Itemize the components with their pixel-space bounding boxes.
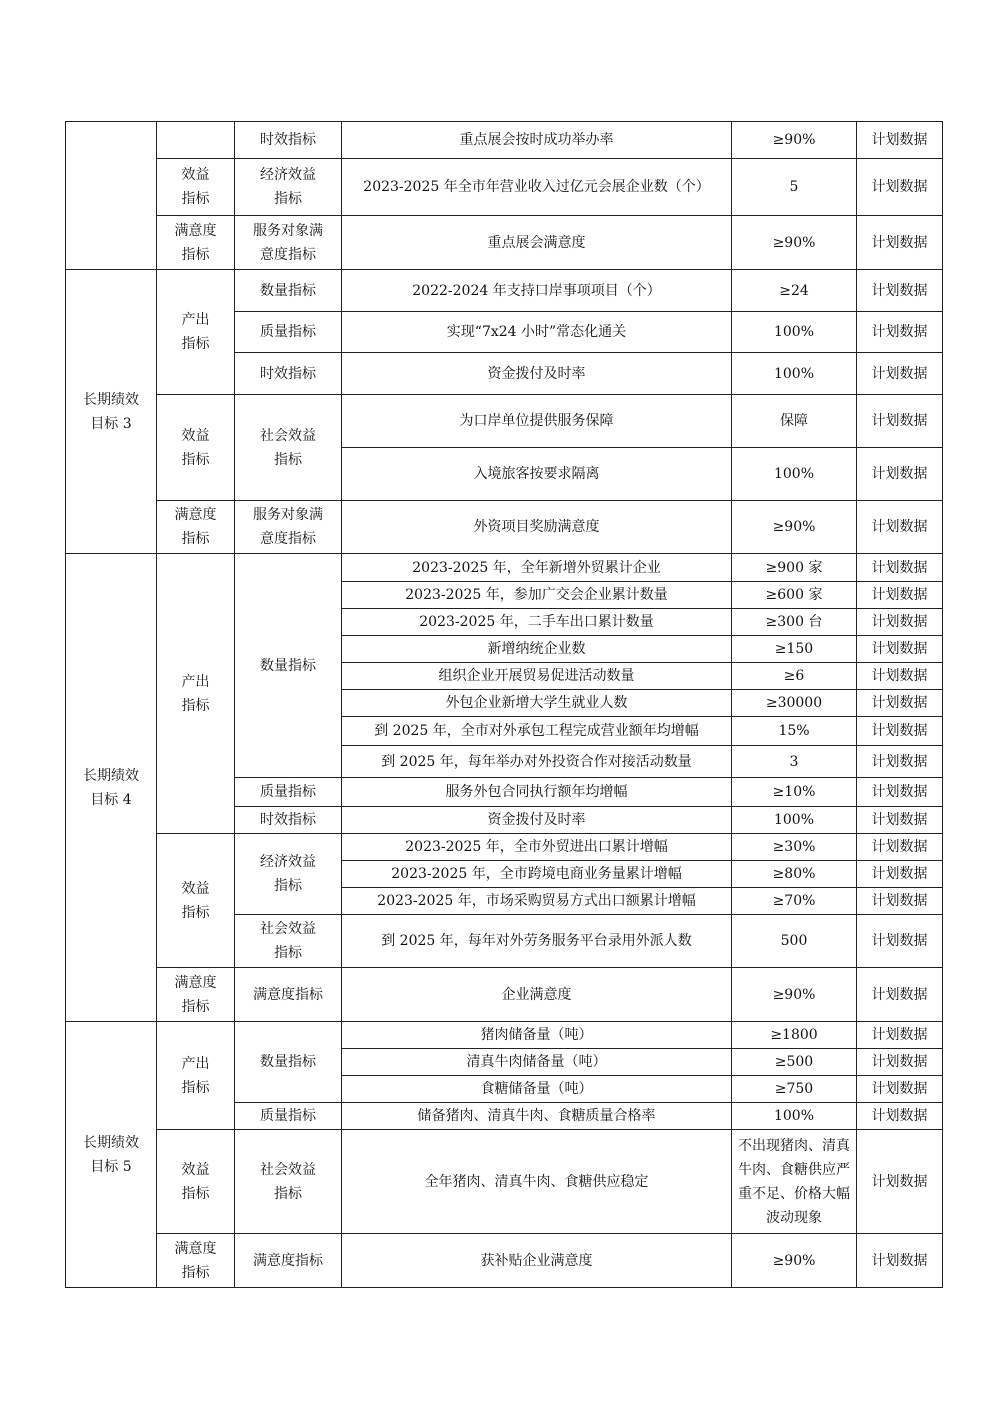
data-source: 计划数据 — [857, 1130, 943, 1234]
level1-cell: 产出 指标 — [157, 1022, 235, 1130]
data-source: 计划数据 — [857, 554, 943, 582]
level2-cell: 经济效益 指标 — [235, 834, 342, 915]
indicator-content: 全年猪肉、清真牛肉、食糖供应稳定 — [342, 1130, 732, 1234]
table-row — [66, 1130, 943, 1234]
level1-cell: 效益 指标 — [157, 834, 235, 968]
indicator-content: 到 2025 年，全市对外承包工程完成营业额年均增幅 — [342, 717, 732, 746]
level2-cell: 质量指标 — [235, 778, 342, 807]
data-source: 计划数据 — [857, 636, 943, 663]
table-row — [66, 834, 943, 861]
level2-cell: 质量指标 — [235, 1103, 342, 1130]
indicator-value: ≥24 — [732, 270, 857, 312]
indicator-value: ≥150 — [732, 636, 857, 663]
level1-cell: 产出 指标 — [157, 270, 235, 395]
indicator-value: ≥90% — [732, 216, 857, 270]
data-source: 计划数据 — [857, 834, 943, 861]
indicator-value: ≥1800 — [732, 1022, 857, 1049]
indicator-value: 15% — [732, 717, 857, 746]
goal-cell: 长期绩效 目标 5 — [66, 1022, 157, 1288]
indicator-value: 100% — [732, 807, 857, 834]
level1-cell: 效益 指标 — [157, 1130, 235, 1234]
table-row — [66, 501, 943, 554]
level2-cell: 经济效益 指标 — [235, 159, 342, 216]
table-row — [66, 216, 943, 270]
data-source: 计划数据 — [857, 915, 943, 968]
level2-cell: 社会效益 指标 — [235, 395, 342, 501]
data-source: 计划数据 — [857, 807, 943, 834]
indicator-value: ≥30000 — [732, 690, 857, 717]
indicator-value: 5 — [732, 159, 857, 216]
indicator-content: 服务外包合同执行额年均增幅 — [342, 778, 732, 807]
indicator-value: ≥750 — [732, 1076, 857, 1103]
level1-cell: 产出 指标 — [157, 554, 235, 834]
data-source: 计划数据 — [857, 746, 943, 778]
data-source: 计划数据 — [857, 1049, 943, 1076]
indicator-content: 外包企业新增大学生就业人数 — [342, 690, 732, 717]
data-source: 计划数据 — [857, 159, 943, 216]
indicator-content: 重点展会按时成功举办率 — [342, 122, 732, 159]
indicator-value: ≥500 — [732, 1049, 857, 1076]
indicator-content: 清真牛肉储备量（吨） — [342, 1049, 732, 1076]
indicator-value: ≥80% — [732, 861, 857, 888]
level2-cell: 满意度指标 — [235, 968, 342, 1022]
data-source: 计划数据 — [857, 501, 943, 554]
indicator-value: ≥90% — [732, 501, 857, 554]
indicator-content: 资金拨付及时率 — [342, 353, 732, 395]
indicator-content: 2023-2025 年，全市外贸进出口累计增幅 — [342, 834, 732, 861]
data-source: 计划数据 — [857, 888, 943, 915]
indicator-content: 食糖储备量（吨） — [342, 1076, 732, 1103]
indicator-value: 不出现猪肉、清真牛肉、食糖供应严重不足、价格大幅波动现象 — [732, 1130, 857, 1234]
level2-cell: 时效指标 — [235, 122, 342, 159]
level1-cell: 满意度 指标 — [157, 968, 235, 1022]
indicator-value: ≥10% — [732, 778, 857, 807]
level2-cell: 时效指标 — [235, 353, 342, 395]
table-row — [66, 395, 943, 448]
data-source: 计划数据 — [857, 582, 943, 609]
indicator-content: 重点展会满意度 — [342, 216, 732, 270]
indicator-value: ≥70% — [732, 888, 857, 915]
data-source: 计划数据 — [857, 312, 943, 353]
indicator-content: 实现“7x24 小时”常态化通关 — [342, 312, 732, 353]
level2-cell: 服务对象满 意度指标 — [235, 216, 342, 270]
indicator-content: 2023-2025 年，全市跨境电商业务量累计增幅 — [342, 861, 732, 888]
indicator-content: 2022-2024 年支持口岸事项项目（个） — [342, 270, 732, 312]
data-source: 计划数据 — [857, 663, 943, 690]
table-row — [66, 968, 943, 1022]
level2-cell: 社会效益 指标 — [235, 1130, 342, 1234]
indicator-content: 2023-2025 年，二手车出口累计数量 — [342, 609, 732, 636]
data-source: 计划数据 — [857, 690, 943, 717]
indicator-value: 100% — [732, 1103, 857, 1130]
indicator-content: 外资项目奖励满意度 — [342, 501, 732, 554]
indicator-content: 2023-2025 年，全年新增外贸累计企业 — [342, 554, 732, 582]
data-source: 计划数据 — [857, 395, 943, 448]
performance-indicator-table — [65, 121, 943, 1288]
indicator-value: ≥600 家 — [732, 582, 857, 609]
table-row — [66, 554, 943, 582]
indicator-content: 组织企业开展贸易促进活动数量 — [342, 663, 732, 690]
table-row — [66, 1022, 943, 1049]
level2-cell: 数量指标 — [235, 1022, 342, 1103]
table-row — [66, 122, 943, 159]
level2-cell: 数量指标 — [235, 554, 342, 778]
data-source: 计划数据 — [857, 968, 943, 1022]
indicator-value: ≥6 — [732, 663, 857, 690]
level1-cell — [157, 122, 235, 159]
indicator-value: 100% — [732, 448, 857, 501]
goal-cell — [66, 122, 157, 270]
data-source: 计划数据 — [857, 717, 943, 746]
indicator-content: 为口岸单位提供服务保障 — [342, 395, 732, 448]
level2-cell: 服务对象满 意度指标 — [235, 501, 342, 554]
indicator-content: 资金拨付及时率 — [342, 807, 732, 834]
indicator-value: ≥30% — [732, 834, 857, 861]
level1-cell: 满意度 指标 — [157, 216, 235, 270]
indicator-value: 100% — [732, 312, 857, 353]
indicator-content: 储备猪肉、清真牛肉、食糖质量合格率 — [342, 1103, 732, 1130]
data-source: 计划数据 — [857, 861, 943, 888]
data-source: 计划数据 — [857, 448, 943, 501]
indicator-content: 企业满意度 — [342, 968, 732, 1022]
level1-cell: 满意度 指标 — [157, 501, 235, 554]
indicator-value: 100% — [732, 353, 857, 395]
data-source: 计划数据 — [857, 1022, 943, 1049]
indicator-value: ≥90% — [732, 968, 857, 1022]
data-source: 计划数据 — [857, 353, 943, 395]
indicator-value: 3 — [732, 746, 857, 778]
goal-cell: 长期绩效 目标 3 — [66, 270, 157, 554]
level1-cell: 效益 指标 — [157, 159, 235, 216]
indicator-content: 2023-2025 年，参加广交会企业累计数量 — [342, 582, 732, 609]
indicator-value: 保障 — [732, 395, 857, 448]
table-row — [66, 159, 943, 216]
data-source: 计划数据 — [857, 216, 943, 270]
indicator-content: 入境旅客按要求隔离 — [342, 448, 732, 501]
indicator-value: ≥900 家 — [732, 554, 857, 582]
data-source: 计划数据 — [857, 778, 943, 807]
goal-cell: 长期绩效 目标 4 — [66, 554, 157, 1022]
indicator-value: ≥90% — [732, 122, 857, 159]
indicator-value: ≥300 台 — [732, 609, 857, 636]
indicator-content: 到 2025 年，每年举办对外投资合作对接活动数量 — [342, 746, 732, 778]
level2-cell: 数量指标 — [235, 270, 342, 312]
data-source: 计划数据 — [857, 270, 943, 312]
indicator-content: 获补贴企业满意度 — [342, 1234, 732, 1288]
table-row — [66, 270, 943, 312]
data-source: 计划数据 — [857, 1234, 943, 1288]
indicator-content: 2023-2025 年全市年营业收入过亿元会展企业数（个） — [342, 159, 732, 216]
table-row — [66, 1234, 943, 1288]
data-source: 计划数据 — [857, 609, 943, 636]
indicator-content: 猪肉储备量（吨） — [342, 1022, 732, 1049]
level1-cell: 满意度 指标 — [157, 1234, 235, 1288]
data-source: 计划数据 — [857, 1103, 943, 1130]
indicator-value: 500 — [732, 915, 857, 968]
indicator-content: 2023-2025 年，市场采购贸易方式出口额累计增幅 — [342, 888, 732, 915]
level2-cell: 满意度指标 — [235, 1234, 342, 1288]
level1-cell: 效益 指标 — [157, 395, 235, 501]
level2-cell: 时效指标 — [235, 807, 342, 834]
indicator-value: ≥90% — [732, 1234, 857, 1288]
data-source: 计划数据 — [857, 1076, 943, 1103]
indicator-content: 到 2025 年，每年对外劳务服务平台录用外派人数 — [342, 915, 732, 968]
indicator-content: 新增纳统企业数 — [342, 636, 732, 663]
data-source: 计划数据 — [857, 122, 943, 159]
level2-cell: 质量指标 — [235, 312, 342, 353]
level2-cell: 社会效益 指标 — [235, 915, 342, 968]
